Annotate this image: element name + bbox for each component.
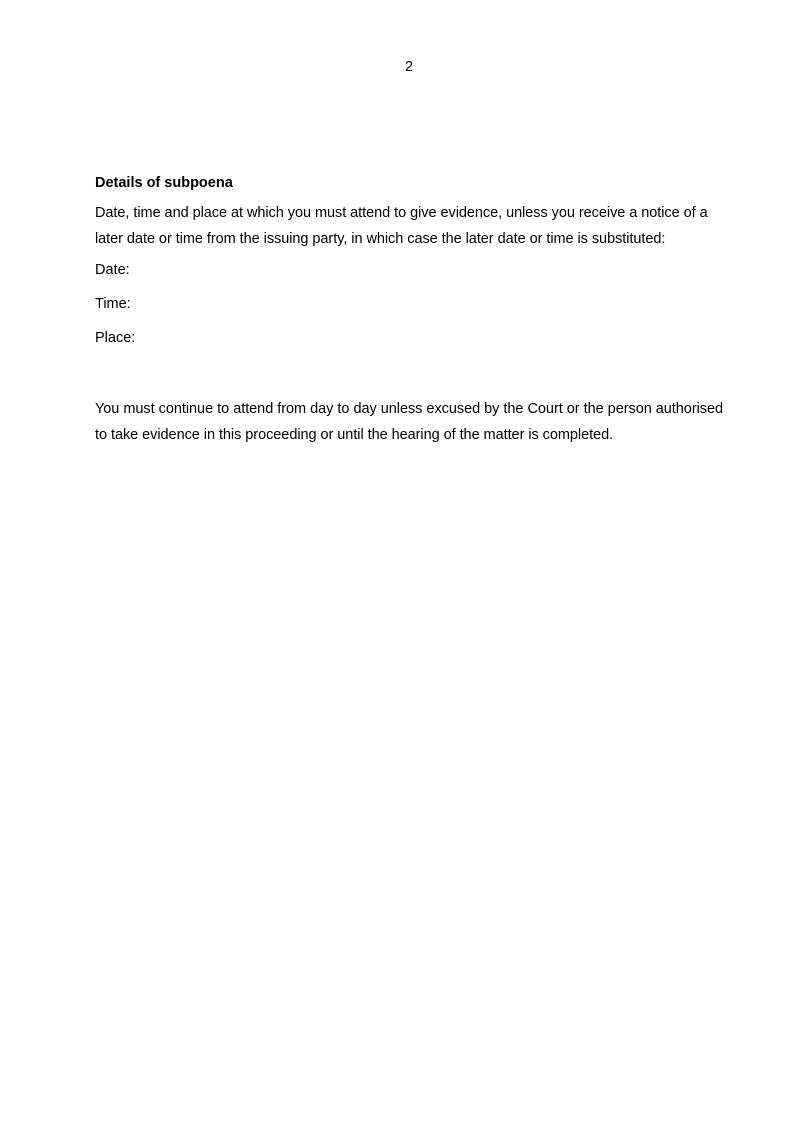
continue-attendance-paragraph: You must continue to attend from day to day unless excused by the Court or the person authorised to take evidence in this proceeding or until the hearing of the matter is completed. <box>95 401 723 443</box>
attendance-instructions: Date, time and place at which you must attend to give evidence, unless you receive a notice of a later date or time from the issuing party, in which case the later date or time is substituted: <box>95 205 708 247</box>
place-label: Place: <box>95 330 136 346</box>
page-number: 2 <box>404 59 414 75</box>
date-label: Date: <box>95 262 130 278</box>
section-heading: Details of subpoena <box>95 175 233 191</box>
subpoena-details-section <box>95 174 723 448</box>
time-label: Time: <box>95 296 131 312</box>
